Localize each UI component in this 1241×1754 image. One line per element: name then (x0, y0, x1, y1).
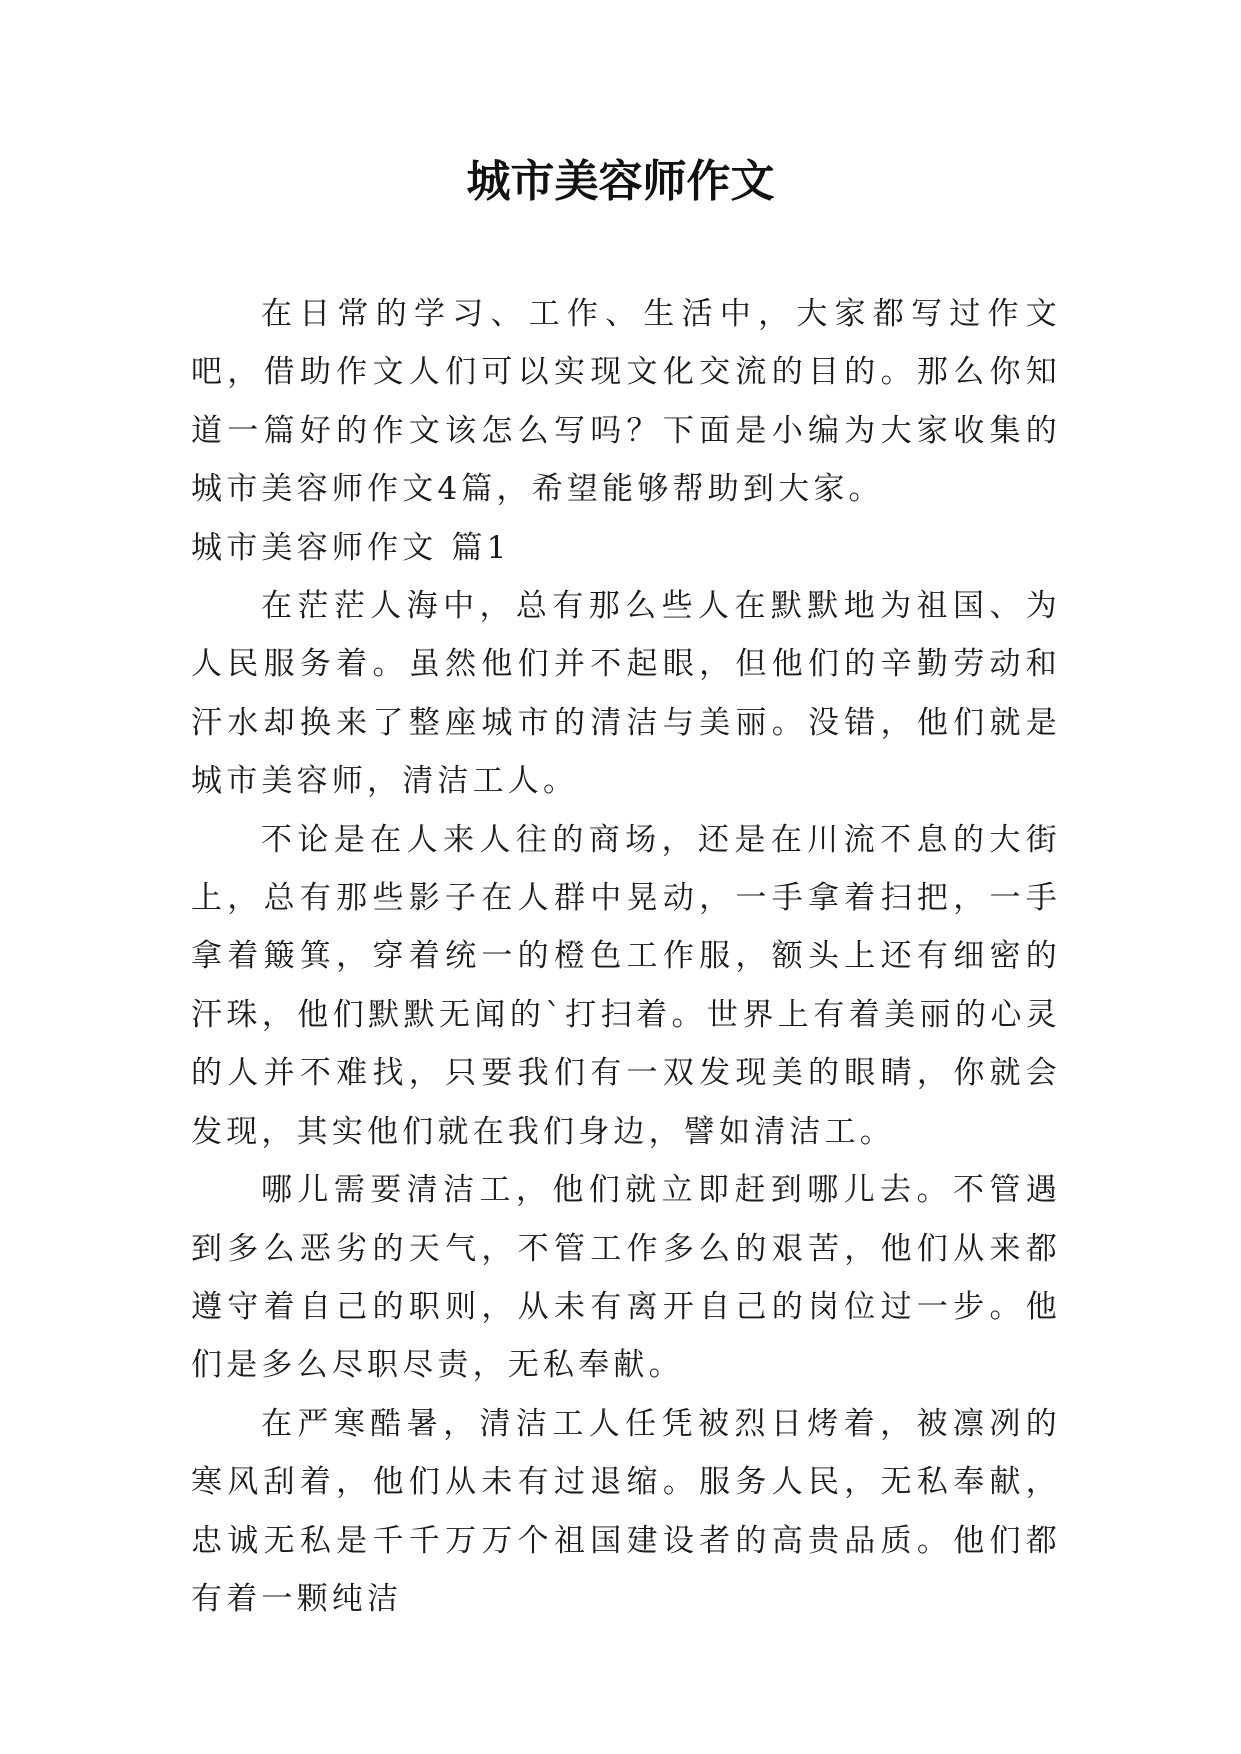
body-paragraph: 哪儿需要清洁工，他们就立即赶到哪儿去。不管遇到多么恶劣的天气，不管工作多么的艰苦，他们从来都遵守着自己的职则，从未有离开自己的岗位过一步。他们是多么尽职尽责，无私奉献。 (191, 1172, 1061, 1384)
intro-paragraph: 在日常的学习、工作、生活中，大家都写过作文吧，借助作文人们可以实现文化交流的目的。那么你知道一篇好的作文该怎么写吗？下面是小编为大家收集的城市美容师作文4篇，希望能够帮助到大家。 (191, 296, 1061, 508)
body-paragraph: 不论是在人来人往的商场，还是在川流不息的大街上，总有那些影子在人群中晃动，一手拿着扫把，一手拿着簸箕，穿着统一的橙色工作服，额头上还有细密的汗珠，他们默默无闻的`打扫着。世界上有着美丽的心灵的人并不难找，只要我们有一双发现美的眼睛，你就会发现，其实他们就在我们身边，譬如清洁工。 (191, 821, 1061, 1150)
document-title: 城市美容师作文 (466, 156, 775, 207)
body-paragraph: 在严寒酷暑，清洁工人任凭被烈日烤着，被凛冽的寒风刮着，他们从未有过退缩。服务人民，无私奉献，忠诚无私是千千万万个祖国建设者的高贵品质。他们都有着一颗纯洁 (191, 1405, 1061, 1617)
body-paragraph: 在茫茫人海中，总有那么些人在默默地为祖国、为人民服务着。虽然他们并不起眼，但他们的辛勤劳动和汗水却换来了整座城市的清洁与美丽。没错，他们就是城市美容师，清洁工人。 (191, 588, 1061, 800)
document-body (191, 285, 1061, 1628)
section-heading: 城市美容师作文 篇1 (191, 529, 511, 566)
